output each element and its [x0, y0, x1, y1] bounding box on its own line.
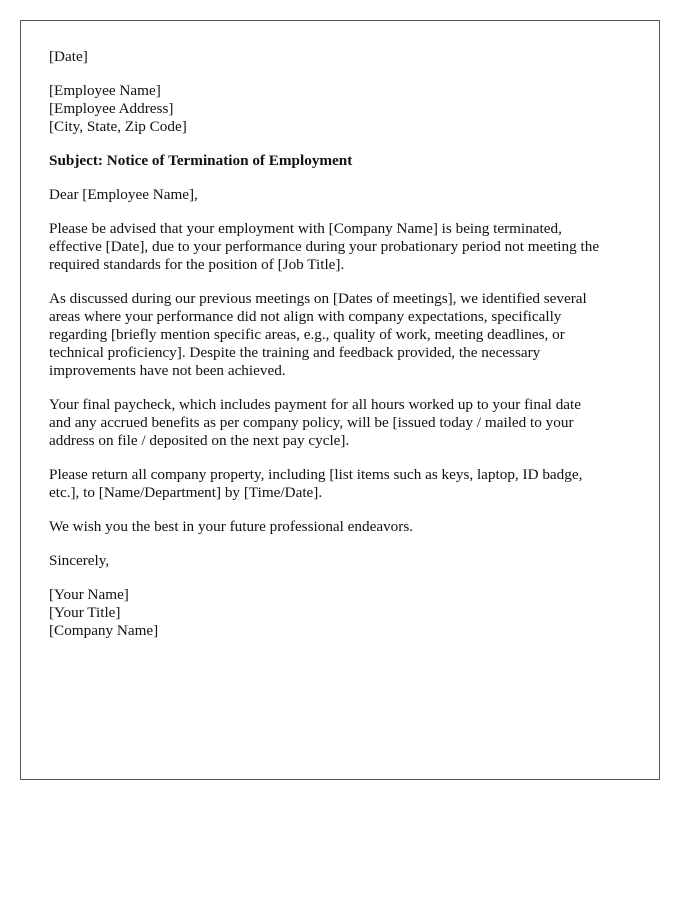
letter-subject — [49, 152, 631, 170]
body-paragraph-wishes — [49, 518, 631, 536]
paragraph-line: areas where your performance did not align with company expectations, specifically — [49, 308, 562, 325]
subject-text: Subject: Notice of Termination of Employment — [49, 152, 353, 169]
signature-title: [Your Title] — [49, 604, 121, 621]
paragraph-line: Please return all company property, including [list items such as keys, laptop, ID badge, — [49, 466, 583, 483]
paragraph-line: Your final paycheck, which includes payment for all hours worked up to your final date — [49, 396, 581, 413]
paragraph-line: address on file / deposited on the next pay cycle]. — [49, 432, 350, 449]
paragraph-line: As discussed during our previous meetings on [Dates of meetings], we identified several — [49, 290, 587, 307]
paragraph-line: improvements have not been achieved. — [49, 362, 286, 379]
recipient-address-block — [49, 82, 631, 136]
paragraph-line: etc.], to [Name/Department] by [Time/Date]. — [49, 484, 323, 501]
paragraph-line: Please be advised that your employment with [Company Name] is being terminated, — [49, 220, 562, 237]
closing-text: Sincerely, — [49, 552, 110, 569]
letter-salutation — [49, 186, 631, 204]
recipient-name: [Employee Name] — [49, 82, 161, 99]
paragraph-line: regarding [briefly mention specific areas, e.g., quality of work, meeting deadlines, or — [49, 326, 565, 343]
body-paragraph-termination — [49, 220, 631, 274]
body-paragraph-property — [49, 466, 631, 502]
paragraph-line: technical proficiency]. Despite the training and feedback provided, the necessary — [49, 344, 541, 361]
letter-page — [20, 20, 660, 780]
paragraph-line: and any accrued benefits as per company policy, will be [issued today / mailed to your — [49, 414, 574, 431]
recipient-address: [Employee Address] — [49, 100, 174, 117]
date-text: [Date] — [49, 48, 88, 65]
letter-closing — [49, 552, 631, 570]
recipient-city: [City, State, Zip Code] — [49, 118, 187, 135]
signature-block — [49, 586, 631, 640]
paragraph-line: effective [Date], due to your performance during your probationary period not meeting the — [49, 238, 600, 255]
salutation-text: Dear [Employee Name], — [49, 186, 198, 203]
signature-company: [Company Name] — [49, 622, 159, 639]
paragraph-line: We wish you the best in your future professional endeavors. — [49, 518, 414, 535]
signature-name: [Your Name] — [49, 586, 129, 603]
letter-date — [49, 48, 631, 66]
paragraph-line: required standards for the position of [Job Title]. — [49, 256, 345, 273]
body-paragraph-performance — [49, 290, 631, 380]
body-paragraph-paycheck — [49, 396, 631, 450]
